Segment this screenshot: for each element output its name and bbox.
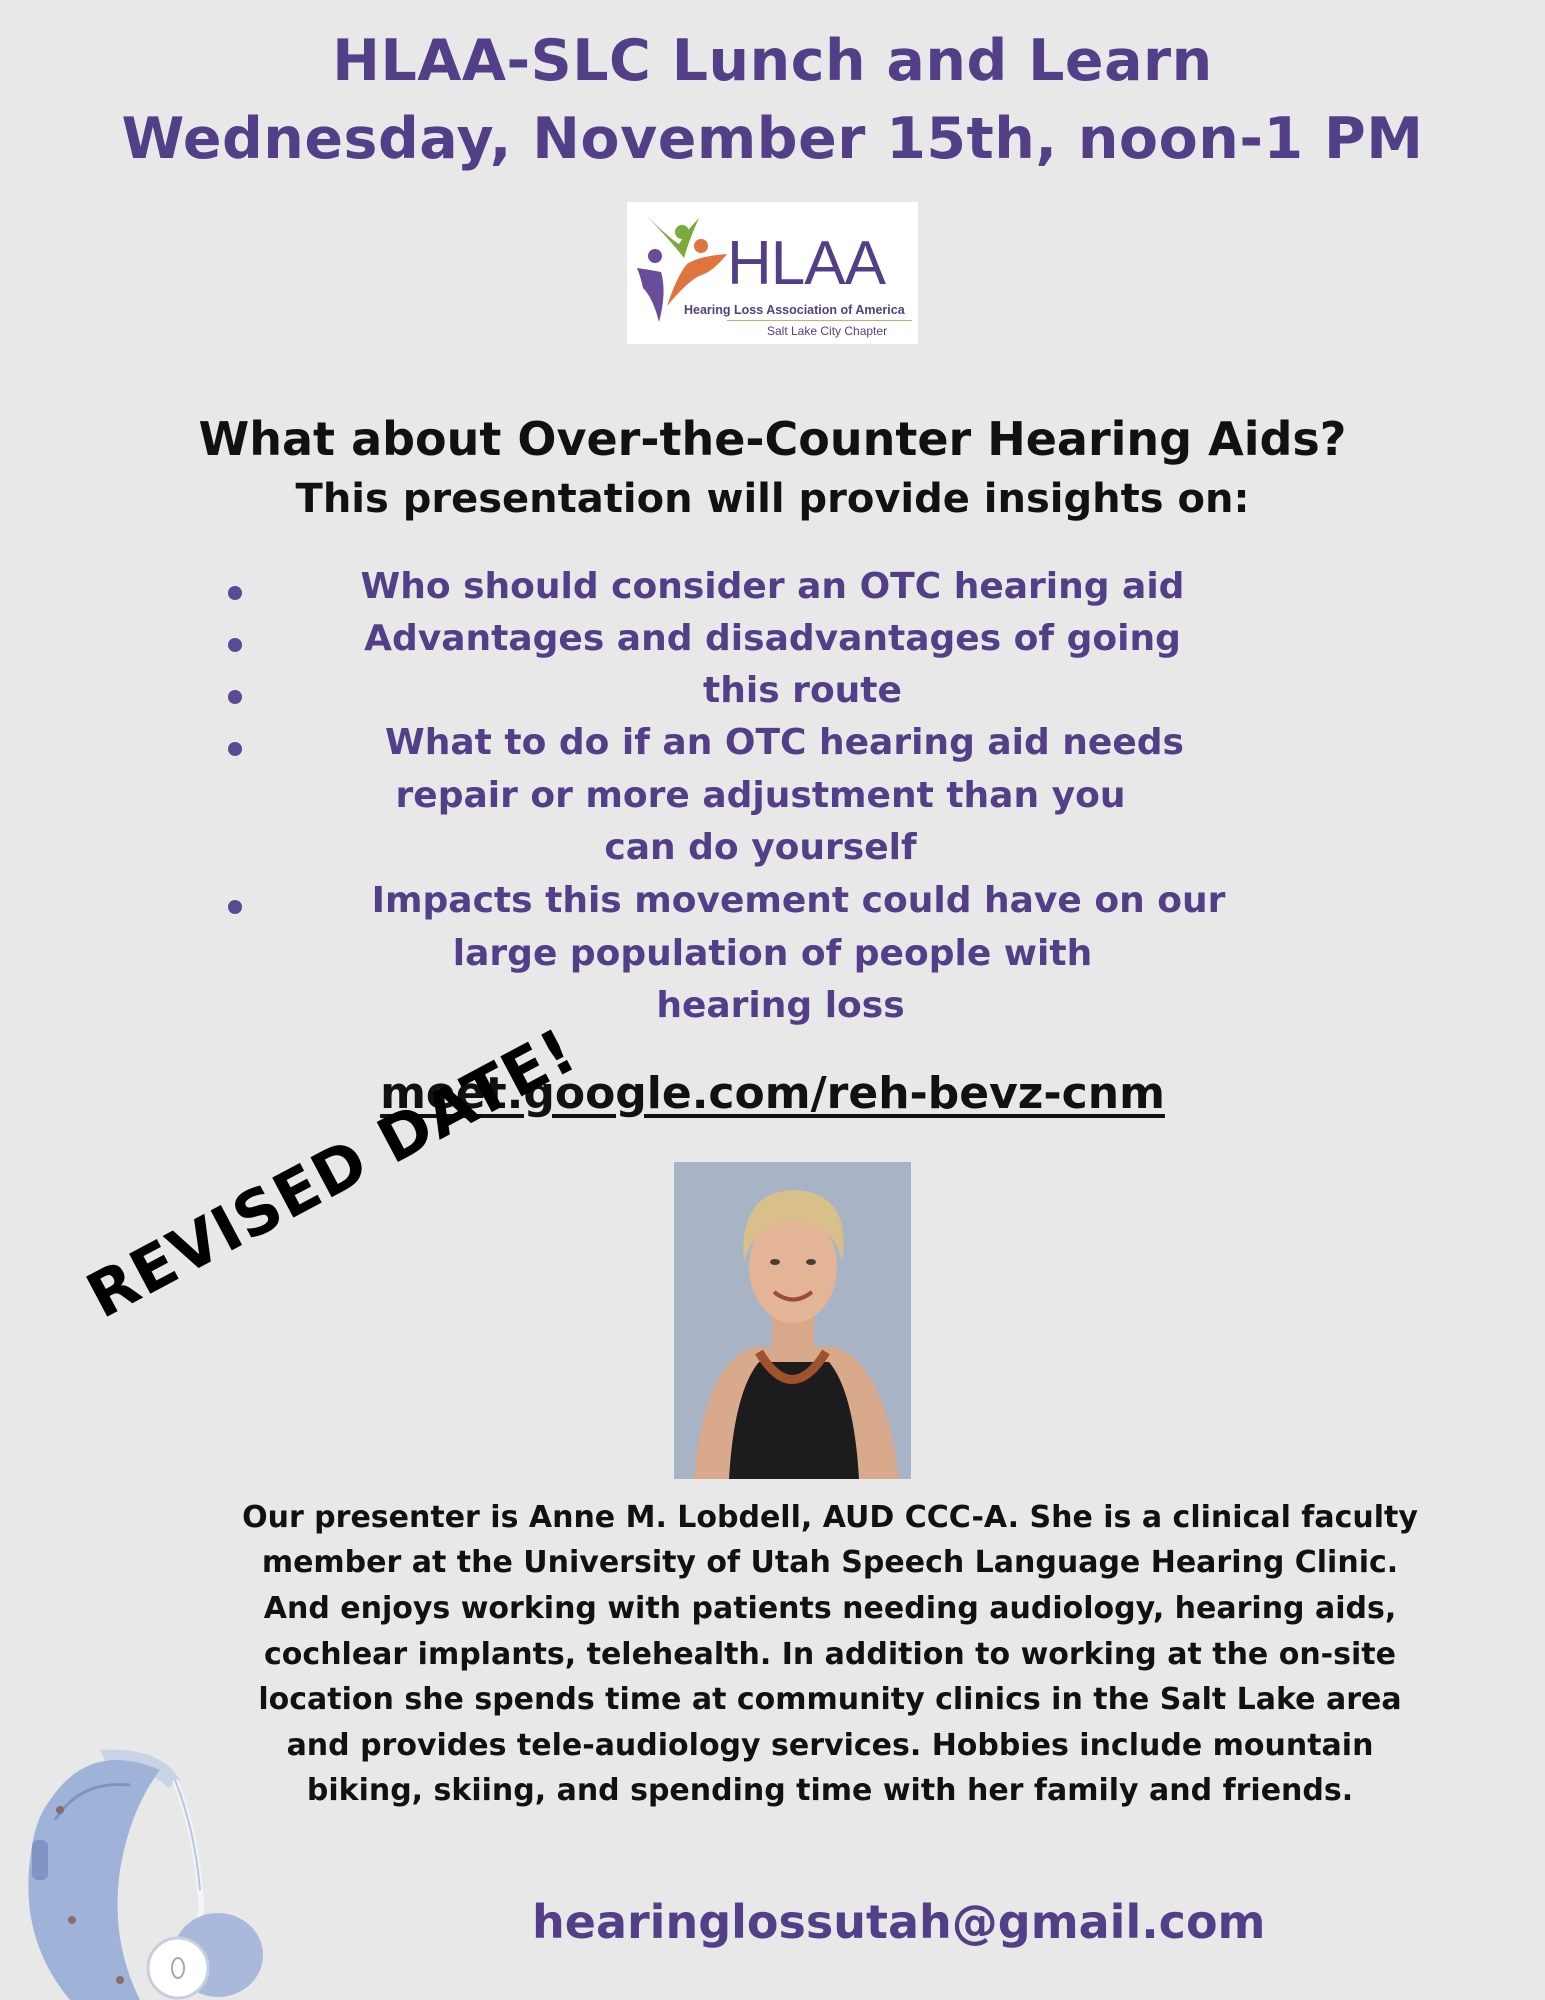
bullet-item: Advantages and disadvantages of going: [364, 618, 1181, 659]
presenter-bio-line: biking, skiing, and spending time with her family and friends.: [306, 1773, 1354, 1808]
presenter-photo: [674, 1162, 911, 1479]
logo-wordmark: HLAA: [727, 229, 885, 298]
bullet-item: Impacts this movement could have on our: [371, 880, 1226, 921]
meeting-link[interactable]: meet.google.com/reh-bevz-cnm: [380, 1068, 1165, 1119]
logo-org-name: Hearing Loss Association of America: [684, 303, 905, 317]
event-title: HLAA-SLC Lunch and Learn: [332, 28, 1213, 94]
event-date-time: Wednesday, November 15th, noon-1 PM: [121, 106, 1424, 172]
presenter-bio-line: and provides tele-audiology services. Hobbies include mountain: [286, 1728, 1374, 1763]
presenter-bio-line: And enjoys working with patients needing audiology, hearing aids,: [263, 1591, 1397, 1626]
presenter-bio-line: member at the University of Utah Speech Language Hearing Clinic.: [261, 1545, 1399, 1580]
bullet-item-continued: can do yourself: [604, 827, 917, 868]
bullet-item: this route: [703, 670, 902, 711]
logo-chapter: Salt Lake City Chapter: [767, 324, 888, 338]
contact-email[interactable]: hearinglossutah@gmail.com: [532, 1895, 1266, 1949]
presenter-bio-line: cochlear implants, telehealth. In addition to working at the on-site: [264, 1637, 1396, 1672]
bullet-item-continued: hearing loss: [656, 985, 905, 1026]
bullet-item: Who should consider an OTC hearing aid: [360, 566, 1185, 607]
bullet-item-continued: large population of people with: [452, 933, 1093, 974]
hearing-aid-icon: [10, 1740, 270, 2000]
presentation-lead: This presentation will provide insights on:: [295, 476, 1250, 522]
hlaa-logo: [627, 202, 918, 344]
presenter-bio-line: Our presenter is Anne M. Lobdell, AUD CCC-A. She is a clinical faculty: [242, 1500, 1418, 1535]
bullet-item: What to do if an OTC hearing aid needs: [385, 722, 1184, 763]
presentation-question: What about Over-the-Counter Hearing Aids?: [198, 412, 1347, 466]
logo-divider: [727, 320, 912, 321]
bullet-item-continued: repair or more adjustment than you: [395, 775, 1126, 816]
revised-date-stamp: REVISED DATE!: [75, 1013, 588, 1333]
presenter-bio-line: location she spends time at community clinics in the Salt Lake area: [258, 1682, 1402, 1717]
